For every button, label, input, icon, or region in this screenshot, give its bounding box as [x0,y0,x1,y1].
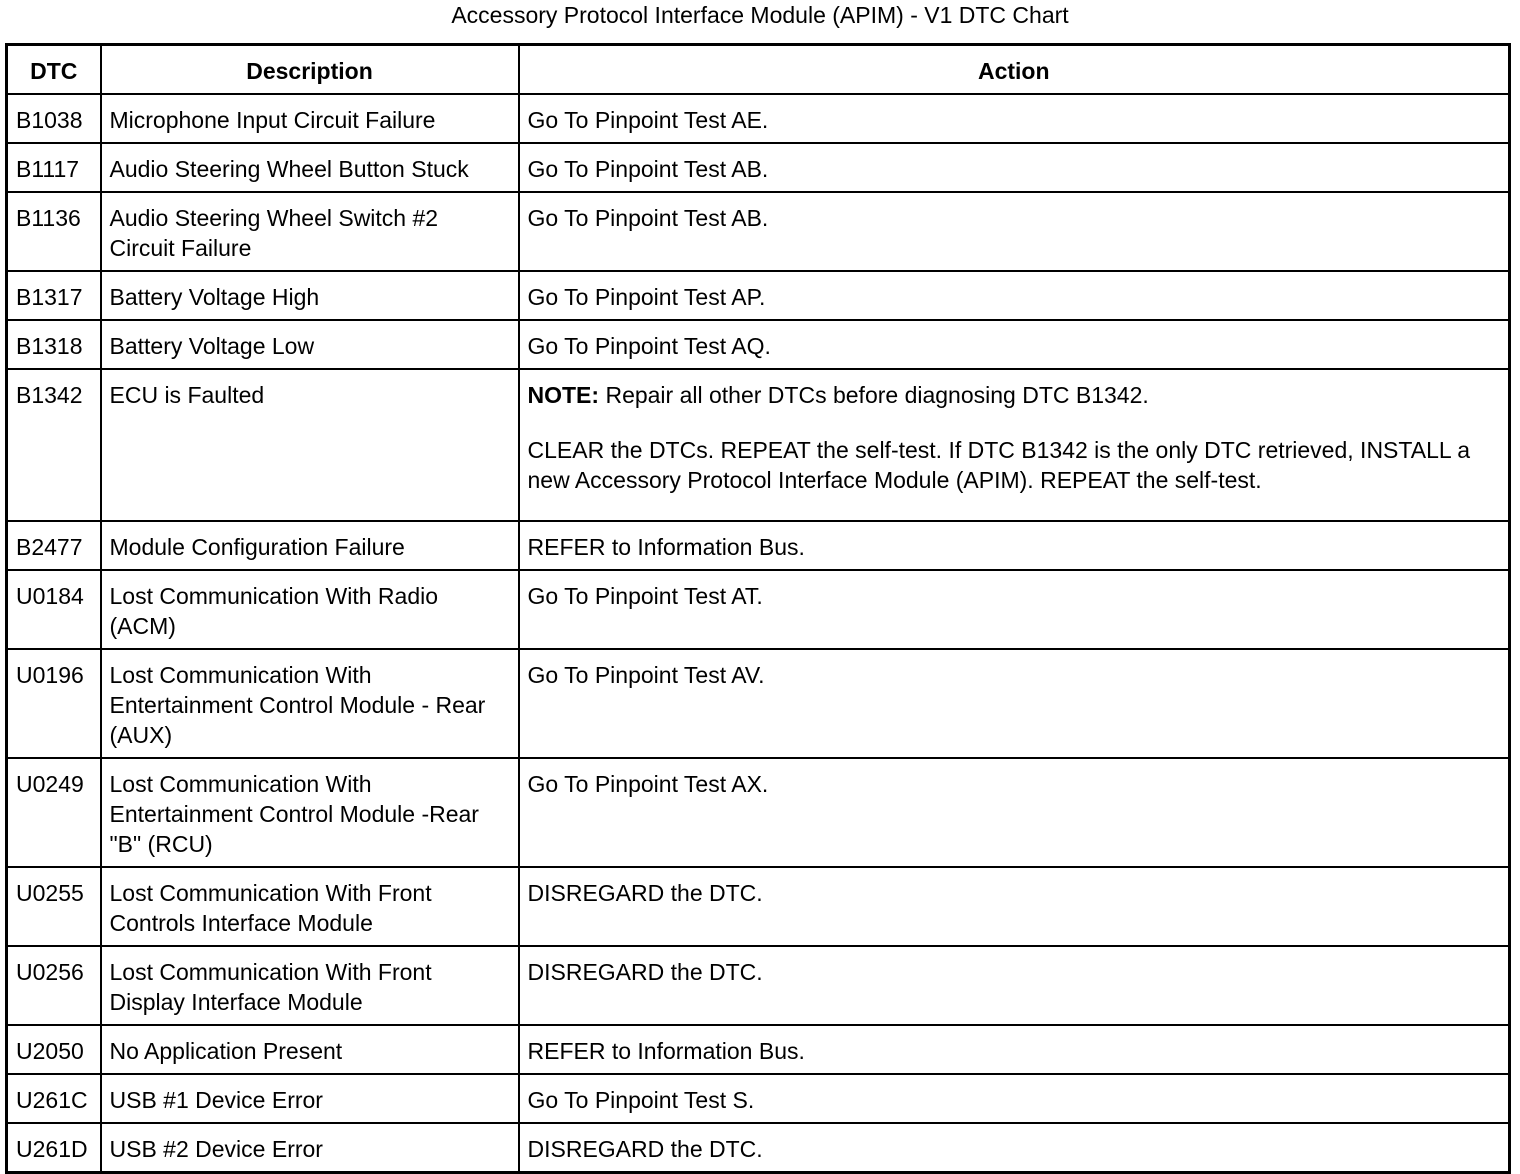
dtc-description: Audio Steering Wheel Button Stuck [101,143,519,192]
dtc-action: Go To Pinpoint Test AQ. [519,320,1510,369]
dtc-code: U0256 [7,946,101,1025]
table-row [7,94,1510,143]
table-row [7,570,1510,649]
dtc-action: Go To Pinpoint Test S. [519,1074,1510,1123]
table-header-row [7,45,1510,95]
dtc-code: B1136 [7,192,101,271]
dtc-action: Go To Pinpoint Test AX. [519,758,1510,867]
dtc-description: Microphone Input Circuit Failure [101,94,519,143]
column-header-dtc: DTC [7,45,101,95]
dtc-description: Lost Communication With Radio (ACM) [101,570,519,649]
dtc-description: Lost Communication With Front Controls Interface Module [101,867,519,946]
dtc-description: Lost Communication With Front Display Interface Module [101,946,519,1025]
dtc-code: U0249 [7,758,101,867]
dtc-action: Go To Pinpoint Test AE. [519,94,1510,143]
table-row [7,521,1510,570]
table-row [7,320,1510,369]
note-text: Repair all other DTCs before diagnosing DTC B1342. [599,382,1149,408]
note-label: NOTE: [527,382,600,408]
dtc-action: Go To Pinpoint Test AT. [519,570,1510,649]
dtc-action: REFER to Information Bus. [519,1025,1510,1074]
table-row [7,1025,1510,1074]
dtc-code: U2050 [7,1025,101,1074]
table-row [7,143,1510,192]
action-note [528,380,1501,410]
dtc-action: Go To Pinpoint Test AV. [519,649,1510,758]
dtc-description: No Application Present [101,1025,519,1074]
page-title: Accessory Protocol Interface Module (APIM) - V1 DTC Chart [451,2,1069,28]
dtc-description: Lost Communication With Entertainment Control Module - Rear (AUX) [101,649,519,758]
action-instructions: CLEAR the DTCs. REPEAT the self-test. If DTC B1342 is the only DTC retrieved, INSTALL a new Accessory Protocol Interface Module (APIM). REPEAT the self-test. [527,437,1470,493]
dtc-action: Go To Pinpoint Test AB. [519,143,1510,192]
dtc-table [5,43,1511,1174]
dtc-action: REFER to Information Bus. [519,521,1510,570]
dtc-description: Battery Voltage Low [101,320,519,369]
dtc-description: USB #2 Device Error [101,1123,519,1173]
table-row [7,192,1510,271]
dtc-description: Battery Voltage High [101,271,519,320]
dtc-description: Lost Communication With Entertainment Control Module -Rear "B" (RCU) [101,758,519,867]
dtc-code: B2477 [7,521,101,570]
dtc-action: Go To Pinpoint Test AB. [519,192,1510,271]
table-row [7,649,1510,758]
dtc-description: ECU is Faulted [101,369,519,521]
dtc-code: B1342 [7,369,101,521]
table-row [7,271,1510,320]
dtc-code: U0255 [7,867,101,946]
dtc-code: B1038 [7,94,101,143]
dtc-code: B1117 [7,143,101,192]
dtc-action [519,369,1510,521]
dtc-description: Audio Steering Wheel Switch #2 Circuit Failure [101,192,519,271]
dtc-code: B1318 [7,320,101,369]
column-header-description: Description [101,45,519,95]
table-row [7,758,1510,867]
dtc-code: B1317 [7,271,101,320]
dtc-code: U0196 [7,649,101,758]
dtc-code: U261D [7,1123,101,1173]
table-row [7,946,1510,1025]
dtc-action: DISREGARD the DTC. [519,867,1510,946]
dtc-description: USB #1 Device Error [101,1074,519,1123]
dtc-action: DISREGARD the DTC. [519,1123,1510,1173]
dtc-action: Go To Pinpoint Test AP. [519,271,1510,320]
dtc-code: U261C [7,1074,101,1123]
table-row [7,867,1510,946]
table-row [7,1123,1510,1173]
dtc-code: U0184 [7,570,101,649]
dtc-action: DISREGARD the DTC. [519,946,1510,1025]
column-header-action: Action [519,45,1510,95]
table-row [7,369,1510,521]
table-row [7,1074,1510,1123]
dtc-description: Module Configuration Failure [101,521,519,570]
